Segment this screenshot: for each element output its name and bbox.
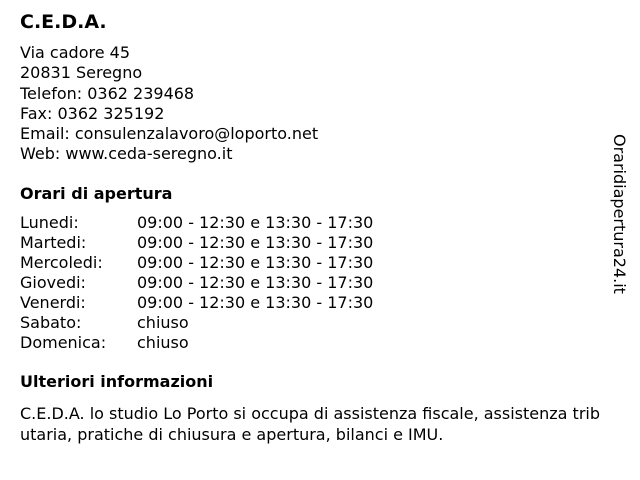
web-line: Web: www.ceda-seregno.it (20, 144, 233, 164)
opening-hours-table (20, 213, 610, 354)
contact-block (20, 43, 610, 165)
hours-time: 09:00 - 12:30 e 13:30 - 17:30 (137, 232, 374, 252)
hours-time: 09:00 - 12:30 e 13:30 - 17:30 (137, 273, 374, 293)
business-card (20, 10, 610, 445)
hours-time: 09:00 - 12:30 e 13:30 - 17:30 (137, 293, 374, 313)
hours-day: Domenica: (20, 333, 107, 353)
hours-day: Venerdi: (20, 293, 86, 313)
email-line: Email: consulenzalavoro@loporto.net (20, 124, 319, 144)
watermark-text: Oraridiapertura24.it (610, 134, 629, 294)
opening-hours-title: Orari di apertura (20, 183, 173, 203)
hours-day: Mercoledi: (20, 252, 103, 272)
hours-day: Giovedi: (20, 273, 86, 293)
hours-row (20, 253, 610, 273)
phone-line: Telefon: 0362 239468 (20, 83, 195, 103)
address-line-2: 20831 Seregno (20, 63, 143, 83)
address-line-1: Via cadore 45 (20, 43, 130, 62)
hours-time: 09:00 - 12:30 e 13:30 - 17:30 (137, 212, 374, 232)
hours-row (20, 293, 610, 313)
hours-row (20, 333, 610, 353)
hours-row (20, 213, 610, 233)
hours-day: Martedi: (20, 232, 87, 252)
hours-row (20, 233, 610, 253)
hours-time: chiuso (137, 313, 189, 333)
business-description: C.E.D.A. lo studio Lo Porto si occupa di assistenza fiscale, assistenza tributaria, pratiche di chiusura e apertura, bilanci e IMU. (20, 404, 601, 445)
hours-row (20, 273, 610, 293)
fax-line: Fax: 0362 325192 (20, 103, 165, 123)
hours-row (20, 313, 610, 333)
hours-day: Lunedi: (20, 212, 79, 232)
further-info-title: Ulteriori informazioni (20, 372, 214, 392)
hours-time: 09:00 - 12:30 e 13:30 - 17:30 (137, 252, 374, 272)
business-name: C.E.D.A. (20, 11, 107, 33)
hours-day: Sabato: (20, 313, 82, 333)
hours-time: chiuso (137, 333, 189, 353)
watermark (603, 134, 640, 310)
